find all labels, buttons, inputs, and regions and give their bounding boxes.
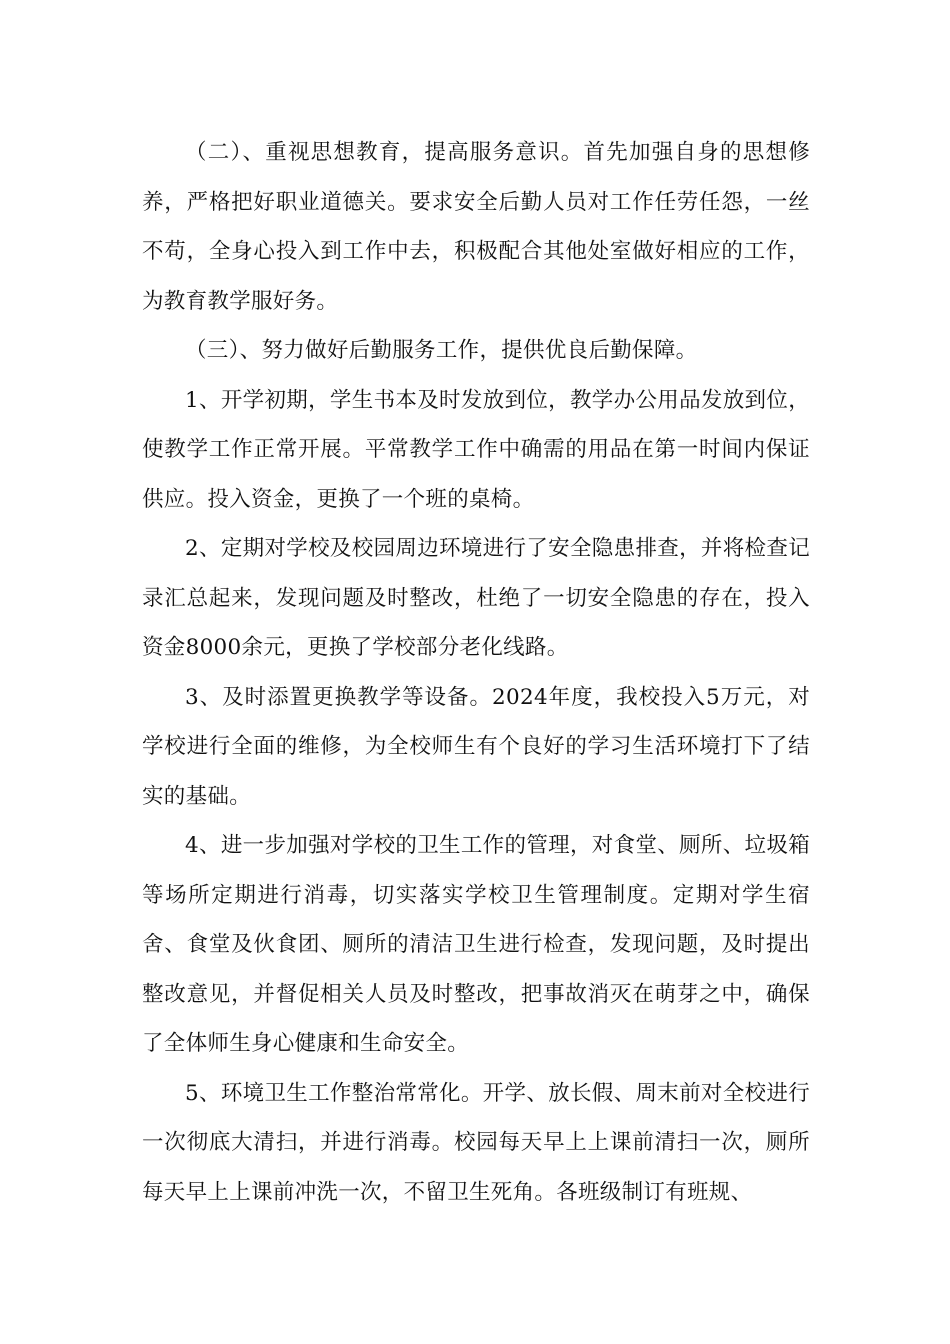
paragraph-section-three: （三）、努力做好后勤服务工作，提供优良后勤保障。 — [185, 338, 698, 363]
paragraph-item-1: 1、开学初期，学生书本及时发放到位，教学办公用品发放到位，使教学工作正常开展。平常教学工作中确需的用品在第一时间内保证供应。投入资金，更换了一个班的桌椅。 — [142, 387, 810, 512]
paragraph-item-4: 4、进一步加强对学校的卫生工作的管理，对食堂、厕所、垃圾箱等场所定期进行消毒，切实落实学校卫生管理制度。定期对学生宿舍、食堂及伙食团、厕所的清洁卫生进行检查，发现问题，及时提出整改意见，并督促相关人员及时整改，把事故消灭在萌芽之中，确保了全体师生身心健康和生命安全。 — [142, 833, 810, 1056]
paragraph-item-5: 5、环境卫生工作整治常常化。开学、放长假、周末前对全校进行一次彻底大清扫，并进行消毒。校园每天早上上课前清扫一次，厕所每天早上上课前冲洗一次，不留卫生死角。各班级制订有班规、 — [142, 1080, 810, 1205]
paragraph-section-two: （二）、重视思想教育，提高服务意识。首先加强自身的思想修养，严格把好职业道德关。要求安全后勤人员对工作任劳任怨，一丝不苟，全身心投入到工作中去，积极配合其他处室做好相应的工作，为教育教学服好务。 — [142, 140, 810, 314]
paragraph-item-3: 3、及时添置更换教学等设备。2024年度，我校投入5万元，对学校进行全面的维修，为全校师生有个良好的学习生活环境打下了结实的基础。 — [142, 684, 810, 809]
document-body — [142, 128, 810, 1217]
paragraph-item-2: 2、定期对学校及校园周边环境进行了安全隐患排查，并将检查记录汇总起来，发现问题及时整改，杜绝了一切安全隐患的存在，投入资金8000余元，更换了学校部分老化线路。 — [142, 536, 810, 660]
